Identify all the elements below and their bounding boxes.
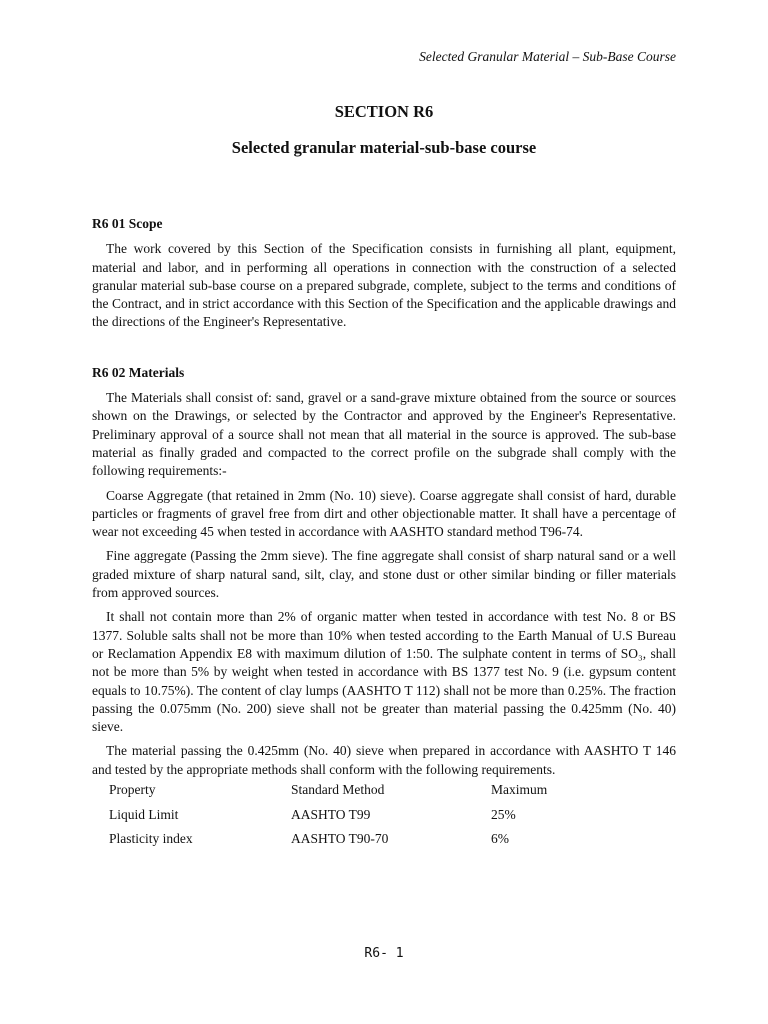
table-cell: Plasticity index bbox=[109, 831, 193, 847]
section-title: Selected granular material-sub-base course bbox=[231, 138, 537, 157]
section-number: SECTION R6 bbox=[334, 102, 434, 121]
scope-heading: R6 01 Scope bbox=[92, 216, 163, 231]
materials-paragraph: The material passing the 0.425mm (No. 40) sieve when prepared in accordance with AASHTO T 146 and tested by the appropriate methods shall conform with the following requirements. bbox=[92, 743, 676, 777]
table-cell: AASHTO T90-70 bbox=[291, 831, 389, 847]
table-row bbox=[92, 830, 676, 855]
table-header-row bbox=[92, 781, 676, 806]
table-cell: 6% bbox=[491, 831, 509, 847]
table-cell: AASHTO T99 bbox=[291, 806, 371, 822]
materials-paragraph: The Materials shall consist of: sand, gravel or a sand-grave mixture obtained from the source or sources shown on the Drawings, or selected by the Contractor and approved by the Engineer's Representative. Preliminary approval of a source shall not mean that all material in the source is approved. The sub-base material as finally graded and compacted to the correct profile on the subgrade shall comply with the following requirements:- bbox=[92, 390, 676, 479]
page-number: R6- 1 bbox=[364, 946, 404, 961]
materials-heading: R6 02 Materials bbox=[92, 364, 185, 380]
running-header: Selected Granular Material – Sub-Base Course bbox=[419, 49, 676, 64]
materials-paragraph: Fine aggregate (Passing the 2mm sieve). The fine aggregate shall consist of sharp natural sand or a well graded mixture of sharp natural sand, silt, clay, and stone dust or other similar binding or filler materials from approved sources. bbox=[92, 548, 676, 601]
requirements-table bbox=[92, 781, 676, 855]
table-cell: Liquid Limit bbox=[109, 806, 179, 822]
table-row bbox=[92, 806, 676, 831]
scope-paragraph: The work covered by this Section of the Specification consists in furnishing all plant, equipment, material and labor, and in performing all operations in connection with the construction of a selected granular material sub-base course on a prepared subgrade, complete, subject to the terms and conditions of the Contract, and in strict accordance with this Section of the Specification and the applicable drawings and the directions of the Engineer's Representative. bbox=[92, 241, 676, 330]
table-header-cell: Maximum bbox=[491, 782, 548, 798]
table-cell: 25% bbox=[491, 806, 516, 822]
table-header-cell: Standard Method bbox=[291, 782, 385, 798]
document-body bbox=[92, 215, 676, 855]
table-header-cell: Property bbox=[109, 782, 156, 798]
materials-paragraph: It shall not contain more than 2% of organic matter when tested in accordance with test No. 8 or BS 1377. Soluble salts shall not be more than 10% when tested according to the Earth Manual of U.S Bureau or Reclamation Appendix E8 with maximum dilution of 1:50. The sulphate content in terms of SO₃, shall not be more than 5% by weight when tested in accordance with BS 1377 test No. 9 (i.e. gypsum content equals to 10.75%). The content of clay lumps (AASHTO T 112) shall not be more than 0.25%. The fraction passing the 0.075mm (No. 200) sieve shall not be greater than material passing the 0.425mm (No. 40) sieve. bbox=[92, 609, 676, 735]
section-spacer bbox=[92, 338, 676, 364]
materials-paragraph: Coarse Aggregate (that retained in 2mm (No. 10) sieve). Coarse aggregate shall consist of hard, durable particles or fragments of gravel free from dirt and other objectionable matter. It shall have a percentage of wear not exceeding 45 when tested in accordance with AASHTO standard method T96-74. bbox=[92, 487, 676, 540]
